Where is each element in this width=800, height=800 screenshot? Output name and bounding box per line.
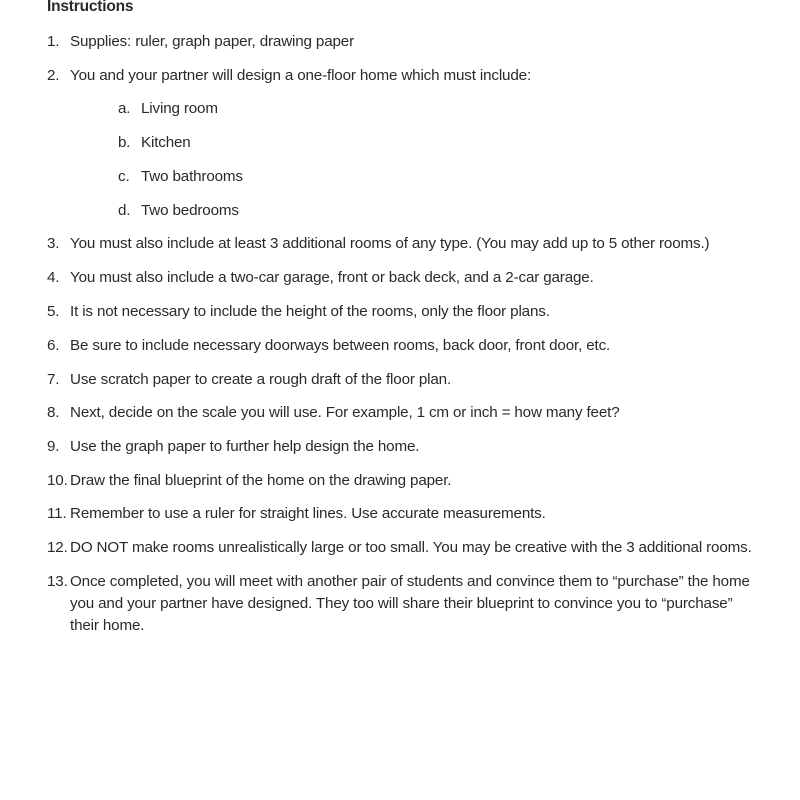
sub-item-letter: b. <box>118 134 131 151</box>
step-number: 3. <box>47 235 60 252</box>
step-number: 4. <box>47 269 60 286</box>
sub-item-text: Two bathrooms <box>141 168 243 185</box>
step-text: It is not necessary to include the height of the rooms, only the floor plans. <box>70 303 550 320</box>
step-text: Use scratch paper to create a rough draft of the floor plan. <box>70 371 452 388</box>
sub-item-letter: a. <box>118 100 131 117</box>
instructions-heading: Instructions <box>47 0 134 15</box>
step-text: You must also include a two-car garage, front or back deck, and a 2-car garage. <box>70 269 594 286</box>
step-number: 10. <box>47 472 68 489</box>
step-number: 8. <box>47 404 60 421</box>
step-text: You and your partner will design a one-floor home which must include: <box>70 67 532 84</box>
step-text: Supplies: ruler, graph paper, drawing paper <box>70 33 354 50</box>
step-text: Be sure to include necessary doorways between rooms, back door, front door, etc. <box>70 337 611 354</box>
step-number: 11. <box>47 505 67 522</box>
step-text: Next, decide on the scale you will use. For example, 1 cm or inch = how many feet? <box>70 404 620 421</box>
step-number: 5. <box>47 303 60 320</box>
step-number: 12. <box>47 539 68 556</box>
step-text: Remember to use a ruler for straight lines. Use accurate measurements. <box>70 505 546 522</box>
step-number: 13. <box>47 573 68 590</box>
step-text: You must also include at least 3 additional rooms of any type. (You may add up to 5 other rooms.) <box>70 235 710 252</box>
sub-item-text: Kitchen <box>141 134 191 151</box>
step-number: 2. <box>47 67 60 84</box>
step-number: 1. <box>47 33 60 50</box>
step-text: Once completed, you will meet with another pair of students and convince them to “purchase” the home you and your partner have designed. They too will share their blueprint to convince you to “purchase” their home. <box>70 573 750 634</box>
sub-item-letter: c. <box>118 168 130 185</box>
step-text: Use the graph paper to further help design the home. <box>70 438 420 455</box>
step-number: 7. <box>47 371 60 388</box>
sub-item-text: Living room <box>141 100 218 117</box>
step-number: 9. <box>47 438 60 455</box>
step-number: 6. <box>47 337 60 354</box>
sub-item-text: Two bedrooms <box>141 202 239 219</box>
step-text: Draw the final blueprint of the home on the drawing paper. <box>70 472 452 489</box>
sub-item-letter: d. <box>118 202 131 219</box>
step-text: DO NOT make rooms unrealistically large or too small. You may be creative with the 3 additional rooms. <box>70 539 752 556</box>
